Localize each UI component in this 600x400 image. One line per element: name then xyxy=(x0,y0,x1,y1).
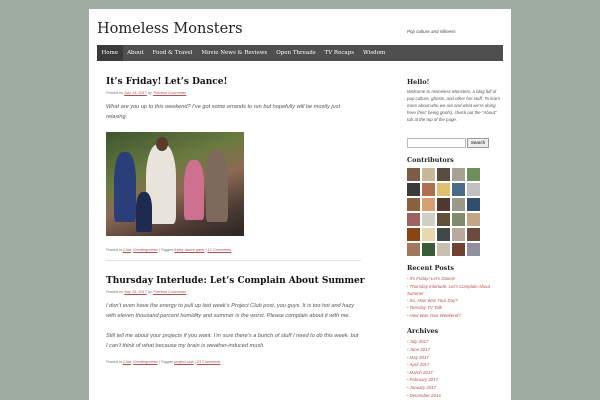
tagged-label: | Tagged xyxy=(158,360,174,364)
site-tagline: Pop culture and silliness xyxy=(407,29,456,34)
meta-posted-label: Posted on xyxy=(106,290,124,294)
contributor-avatar[interactable] xyxy=(437,183,450,196)
archive-label: February 2017 xyxy=(409,377,439,383)
contributor-avatar[interactable] xyxy=(467,213,480,226)
post-title[interactable]: It’s Friday! Let’s Dance! xyxy=(106,77,228,87)
recent-post-label: So, How Was Your Day? xyxy=(409,297,458,303)
tag-link[interactable]: friday dance party xyxy=(174,248,205,252)
archive-link[interactable]: •April 2017 xyxy=(407,362,430,368)
nav-about[interactable]: About xyxy=(127,50,144,56)
contributor-avatar[interactable] xyxy=(407,168,420,181)
contributor-avatar[interactable] xyxy=(452,213,465,226)
recent-post-link[interactable]: •Thursday Interlude: Let’s Complain About Summer xyxy=(407,283,491,296)
foot-posted-label: Posted in xyxy=(106,248,122,252)
archive-label: July 2017 xyxy=(409,339,429,345)
hello-widget-text: Welcome to Homeless Monsters, a blog full of pop culture, ghosts, and other fun stuff. To learn more about who we are and what we’re doing here (hint: being goofs), check out the "About" tab at the top of the page. xyxy=(407,89,501,122)
archive-link[interactable]: •December 2016 xyxy=(407,392,441,398)
contributor-avatar[interactable] xyxy=(452,198,465,211)
nav-home[interactable]: Home xyxy=(97,45,123,61)
search-button[interactable]: Search xyxy=(467,138,489,148)
contributor-avatar[interactable] xyxy=(467,168,480,181)
page xyxy=(89,9,511,400)
post-image xyxy=(106,132,244,236)
recent-post-label: How Was Your Weekend? xyxy=(409,312,461,318)
contributor-avatar[interactable] xyxy=(437,213,450,226)
post-meta xyxy=(106,91,361,95)
recent-post-link[interactable]: •How Was Your Weekend? xyxy=(407,312,461,318)
recent-post-link[interactable]: •Tuesday TV Talk xyxy=(407,305,443,311)
contributor-avatar[interactable] xyxy=(437,168,450,181)
meta-by-label: by xyxy=(147,91,152,95)
nav-open-threads[interactable]: Open Threads xyxy=(276,50,316,56)
archives-title: Archives xyxy=(407,327,439,336)
archive-link[interactable]: •January 2017 xyxy=(407,385,437,391)
comments-link[interactable]: 23 Comments xyxy=(196,360,221,364)
contributor-avatar[interactable] xyxy=(452,183,465,196)
post-excerpt: What are you up to this weekend? I’ve got some errands to run but hopefully will be mostly just relaxing. xyxy=(106,104,341,120)
contributor-avatar[interactable] xyxy=(422,213,435,226)
archive-label: May 2017 xyxy=(409,354,429,360)
contributor-avatar[interactable] xyxy=(407,228,420,241)
archive-link[interactable]: •June 2017 xyxy=(407,347,431,353)
contributor-avatar[interactable] xyxy=(452,243,465,256)
post-author-link[interactable]: Theresa Couchman xyxy=(152,91,187,95)
meta-posted-label: Posted on xyxy=(106,91,124,95)
archive-label: March 2017 xyxy=(409,369,433,375)
comments-link[interactable]: 12 Comments xyxy=(207,248,232,252)
contributor-avatar[interactable] xyxy=(407,243,420,256)
tag-link[interactable]: project club xyxy=(174,360,194,364)
contributor-avatar[interactable] xyxy=(407,183,420,196)
main-content xyxy=(106,77,365,364)
post-date-link[interactable]: July 13, 2017 xyxy=(124,290,147,294)
archive-label: April 2017 xyxy=(409,362,430,368)
sidebar xyxy=(407,78,503,399)
search-form xyxy=(407,138,503,148)
contributor-avatar[interactable] xyxy=(452,228,465,241)
recent-posts-list xyxy=(407,275,503,319)
site-title[interactable]: Homeless Monsters xyxy=(97,21,243,37)
contributor-avatar[interactable] xyxy=(422,183,435,196)
contributor-avatar[interactable] xyxy=(467,243,480,256)
archive-link[interactable]: •February 2017 xyxy=(407,377,439,383)
search-input[interactable] xyxy=(407,138,466,148)
contributor-avatar[interactable] xyxy=(467,228,480,241)
meta-by-label: by xyxy=(147,290,152,294)
category-link[interactable]: Uncategorized xyxy=(133,360,158,364)
post-author-link[interactable]: Theresa Couchman xyxy=(152,290,187,294)
archive-label: June 2017 xyxy=(409,347,431,353)
hello-widget-title: Hello! xyxy=(407,78,430,86)
recent-post-link[interactable]: •It’s Friday! Let’s Dance! xyxy=(407,276,456,282)
archive-label: January 2017 xyxy=(409,385,437,391)
tagged-label: | Tagged xyxy=(158,248,174,252)
recent-post-label: Thursday Interlude: Let’s Complain About Summer xyxy=(407,283,491,296)
recent-post-link[interactable]: •So, How Was Your Day? xyxy=(407,297,458,303)
contributor-avatar[interactable] xyxy=(437,243,450,256)
post-excerpt-2: Still tell me about your projects if you want. I’m sure there’s a bunch of stuff I need to do this week, but I can’t think of what because my brain is weather-induced mush. xyxy=(106,333,359,349)
post-excerpt: I don’t even have the energy to pull up last week’s Project Club post, you guys. It is too hot and hazy with eleven thousand percent humidity and summer is the worst. Please complain about it with me. xyxy=(106,303,355,319)
contributor-avatar[interactable] xyxy=(467,198,480,211)
contributors-title: Contributors xyxy=(407,156,454,164)
post-1 xyxy=(106,77,361,261)
main-nav xyxy=(97,45,503,61)
contributor-avatar[interactable] xyxy=(467,183,480,196)
nav-movie-news[interactable]: Movie News & Reviews xyxy=(201,50,268,56)
post-divider xyxy=(106,260,361,261)
post-footer: Posted in Chat, Uncategorized | Tagged friday dance party | 12 Comments xyxy=(106,248,232,252)
recent-post-label: It’s Friday! Let’s Dance! xyxy=(409,276,456,282)
contributor-avatar[interactable] xyxy=(422,228,435,241)
nav-wisdom[interactable]: Wisdom xyxy=(363,50,386,56)
contributor-avatar[interactable] xyxy=(437,228,450,241)
archive-link[interactable]: •July 2017 xyxy=(407,339,429,345)
post-footer: Posted in Chat, Uncategorized | Tagged project club | 23 Comments xyxy=(106,360,221,364)
archive-label: December 2016 xyxy=(409,392,441,398)
category-link[interactable]: Chat xyxy=(122,360,131,364)
category-link[interactable]: Uncategorized xyxy=(133,248,158,252)
post-2 xyxy=(106,276,365,364)
post-date-link[interactable]: July 14, 2017 xyxy=(124,91,147,95)
category-link[interactable]: Chat xyxy=(122,248,131,252)
recent-posts-title: Recent Posts xyxy=(407,264,454,273)
archive-link[interactable]: •May 2017 xyxy=(407,354,429,360)
nav-food-travel[interactable]: Food & Travel xyxy=(152,50,193,56)
recent-post-label: Tuesday TV Talk xyxy=(409,305,443,311)
contributor-avatar[interactable] xyxy=(452,168,465,181)
foot-posted-label: Posted in xyxy=(106,360,122,364)
nav-tv-recaps[interactable]: TV Recaps xyxy=(324,50,355,56)
contributor-avatar[interactable] xyxy=(422,168,435,181)
contributor-avatar[interactable] xyxy=(422,198,435,211)
archive-link[interactable]: •March 2017 xyxy=(407,369,433,375)
contributor-avatar[interactable] xyxy=(422,243,435,256)
post-meta xyxy=(106,290,361,294)
archives-list xyxy=(407,338,503,399)
contributor-avatar[interactable] xyxy=(437,198,450,211)
contributor-avatar[interactable] xyxy=(407,213,420,226)
contributors-grid xyxy=(407,168,503,256)
contributor-avatar[interactable] xyxy=(407,198,420,211)
post-title[interactable]: Thursday Interlude: Let’s Complain About Summer xyxy=(106,276,365,286)
